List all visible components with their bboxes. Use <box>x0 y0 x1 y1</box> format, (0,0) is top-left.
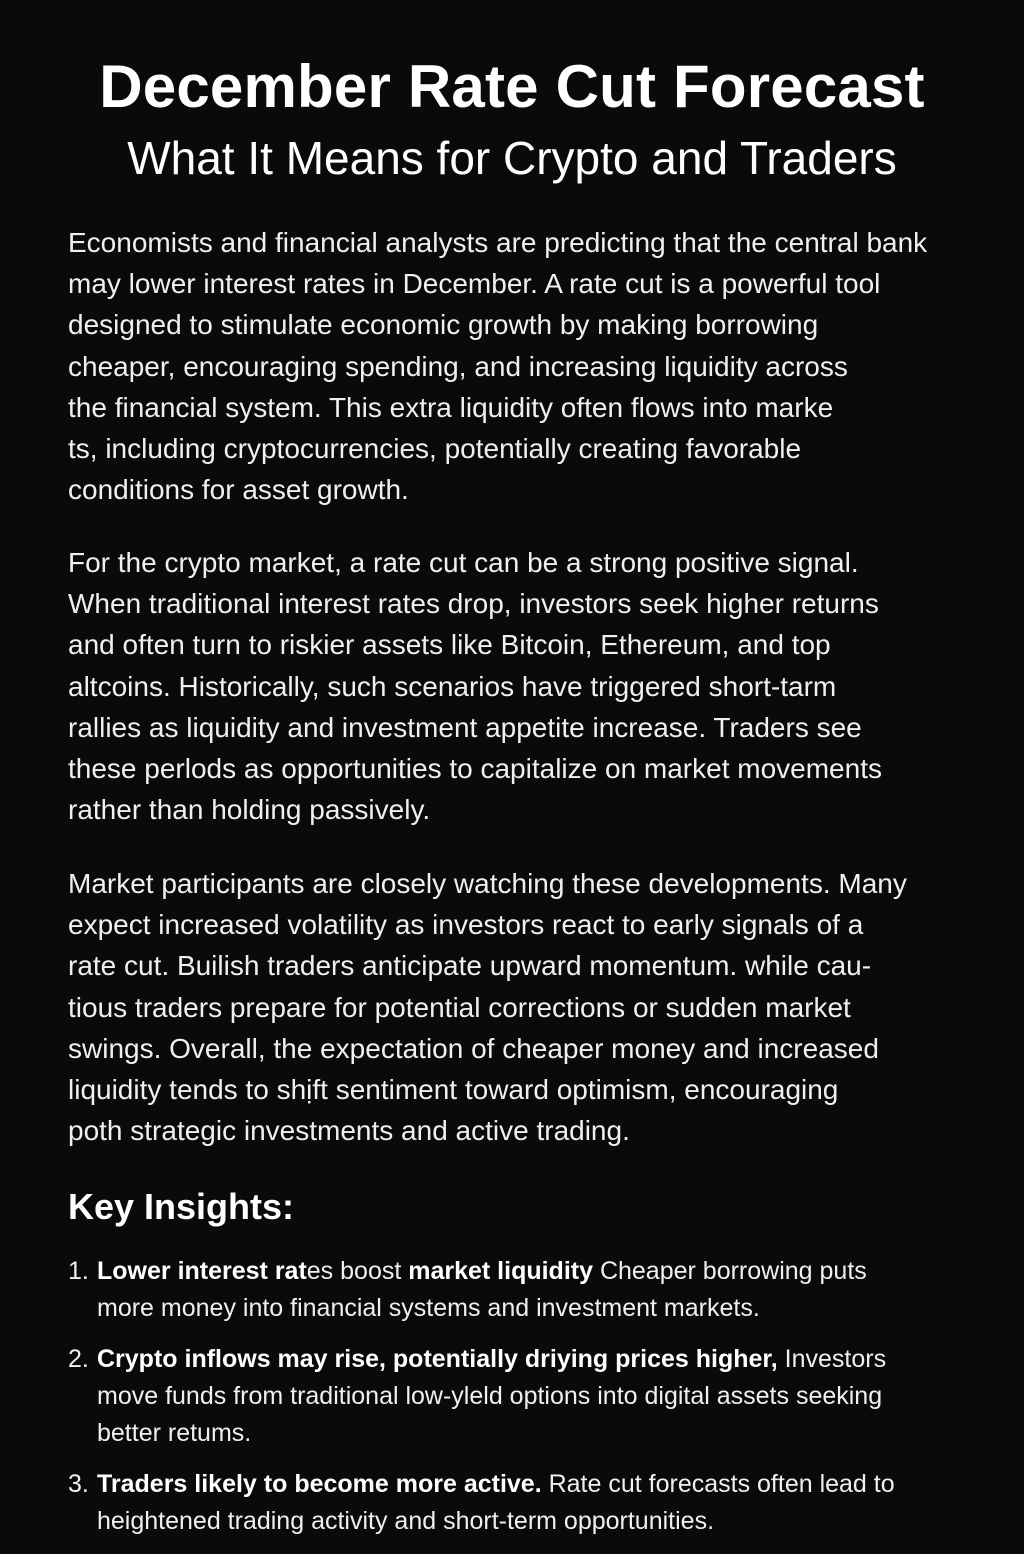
insight-lead: Lower interest rat <box>97 1257 307 1285</box>
insight-number: 2. <box>68 1345 89 1373</box>
body-paragraph-2 <box>68 542 988 830</box>
text-line: altcoins. Historically, such scenarios have triggered short-tarm <box>68 670 837 702</box>
insight-lead: market liquidity <box>408 1257 593 1285</box>
insight-first-line <box>97 1341 968 1378</box>
text-line: When traditional interest rates drop, investors seek higher returns <box>68 588 879 620</box>
text-line: tious traders prepare for potential corrections or sudden market <box>68 991 851 1023</box>
text-line: cheaper, encouraging spending, and increasing liquidity across <box>68 350 848 382</box>
text-line: expect increased volatility as investors react to early signals of a <box>68 909 864 941</box>
text-line: ts, including cryptocurrencies, potentially creating favorable <box>68 433 802 465</box>
insight-item-1 <box>68 1253 968 1327</box>
insight-first-line <box>97 1253 968 1290</box>
insight-number: 3. <box>68 1470 89 1498</box>
insight-text: Rate cut forecasts often lead to <box>541 1470 895 1498</box>
text-line: these perlods as opportunities to capitalize on market movements <box>68 753 882 785</box>
insight-item-2 <box>68 1341 968 1452</box>
key-insights-heading: Key Insights: <box>68 1186 295 1227</box>
body-paragraph-3 <box>68 863 988 1151</box>
text-line: rather than holding passively. <box>68 794 431 826</box>
text-line: Economists and financial analysts are predicting that the central bank <box>68 227 928 258</box>
insight-number: 1. <box>68 1257 89 1285</box>
insight-lead: Crypto inflows may rise, potentially driying prices higher, <box>97 1345 778 1373</box>
text-line: conditions for asset growth. <box>68 474 409 506</box>
text-line: designed to stimulate economic growth by making borrowing <box>68 309 819 341</box>
insight-text-line: better retums. <box>97 1419 252 1447</box>
text-line: the financial system. This extra liquidity often flows into marke <box>68 391 834 423</box>
insight-text-line: move funds from traditional low-yleld options into digital assets seeking <box>97 1382 883 1410</box>
text-line: rallies as liquidity and investment appetite increase. Traders see <box>68 711 862 743</box>
insight-item-3 <box>68 1466 968 1540</box>
insight-text: Investors <box>777 1345 887 1373</box>
body-paragraph-1 <box>68 222 988 510</box>
insight-text-line: heightened trading activity and short-term opportunities. <box>97 1507 715 1535</box>
text-line: and often turn to riskier assets like Bitcoin, Ethereum, and top <box>68 629 831 661</box>
insight-first-line <box>97 1466 968 1503</box>
page-subtitle: What It Means for Crypto and Traders <box>127 132 897 184</box>
text-line: may lower interest rates in December. A rate cut is a powerful tool <box>68 268 881 300</box>
text-line: For the crypto market, a rate cut can be a strong positive signal. <box>68 547 859 578</box>
text-line: liquidity tends to shịft sentiment toward optimism, encouraging <box>68 1074 839 1106</box>
text-line: poth strategic investments and active trading. <box>68 1115 630 1147</box>
text-line: swings. Overall, the expectation of cheaper money and increased <box>68 1032 879 1064</box>
insight-text: Cheaper borrowing puts <box>593 1257 867 1285</box>
page-title: December Rate Cut Forecast <box>99 53 925 120</box>
insight-lead: Traders likely to become more active. <box>97 1470 542 1498</box>
key-insights-list <box>68 1253 968 1554</box>
insight-text-line: more money into financial systems and investment markets. <box>97 1294 760 1322</box>
text-line: rate cut. Builish traders anticipate upward momentum. while cau- <box>68 950 872 982</box>
text-line: Market participants are closely watching these developments. Many <box>68 868 907 899</box>
insight-lead-regular: es boost <box>306 1257 409 1285</box>
